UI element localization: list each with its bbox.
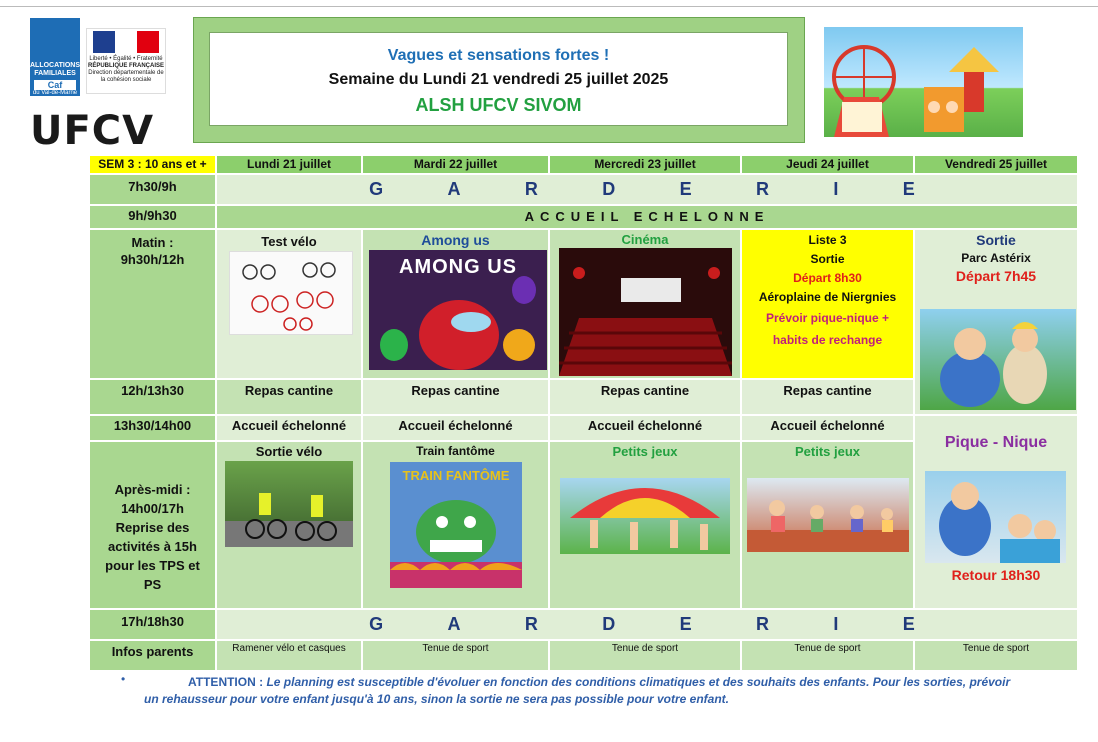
- train-fantome-logo: TRAIN FANTÔME: [402, 468, 510, 483]
- infos-mon: Ramener vélo et casques: [217, 641, 361, 670]
- morning-tue-title: Among us: [421, 232, 490, 248]
- footer-bullet: •: [121, 672, 126, 686]
- garderie-letter: E: [902, 614, 915, 634]
- time-garderie-morning: 7h30/9h: [90, 175, 215, 204]
- caf-logo-label: ALLOCATIONS FAMILIALES: [30, 62, 81, 77]
- time-garderie-evening: 17h/18h30: [90, 610, 215, 639]
- time-afternoon: Après-midi : 14h00/17h Reprise des activités à 15h pour les TPS et PS: [90, 442, 215, 608]
- morning-fri-depart: Départ 7h45: [955, 268, 1037, 284]
- title-centre: ALSH UFCV SIVOM: [415, 95, 582, 115]
- garderie-letter: G: [369, 179, 384, 199]
- garderie-letter: E: [902, 179, 915, 199]
- morning-thu: [742, 230, 913, 378]
- accueil-wed: Accueil échelonné: [550, 416, 740, 440]
- title-week: Semaine du Lundi 21 vendredi 25 juillet 2025: [328, 71, 669, 88]
- morning-thu-depart: Départ 8h30: [793, 271, 862, 285]
- caf-logo-name: Caf: [34, 80, 76, 90]
- french-flag-icon: [93, 31, 159, 53]
- time-morning: [90, 230, 215, 378]
- title-theme: Vagues et sensations fortes !: [387, 47, 610, 64]
- time-morning-label: Matin :: [131, 235, 174, 250]
- petits-jeux-image-thu: [747, 478, 909, 552]
- cinema-image: [559, 248, 732, 376]
- footer-note: [144, 674, 1014, 708]
- garderie-letter: D: [602, 179, 616, 199]
- republique-logo: [86, 28, 166, 94]
- rf-motto: Liberté • Égalité • Fraternité: [89, 56, 163, 62]
- accueil-mon: Accueil échelonné: [217, 416, 361, 440]
- footer-text: Le planning est susceptible d'évoluer en fonction des conditions climatiques et des souhaits des enfants. Pour les sorties, prévoir un rehausseur pour votre enfant jusqu'à 10 ans, sinon la sortie ne sera pas possible pour votre enfant.: [144, 675, 1011, 706]
- lunch-tue: Repas cantine: [363, 380, 548, 414]
- bike-test-image: [229, 251, 353, 335]
- garderie-morning: [217, 175, 1077, 204]
- afternoon-fri-title: Pique - Nique: [944, 434, 1048, 451]
- morning-thu-destination: Aéroplaine de Niergnies: [758, 290, 897, 304]
- garderie-letter: R: [756, 179, 769, 199]
- infos-parents-label: Infos parents: [90, 641, 215, 670]
- garderie-letter: R: [524, 614, 538, 634]
- morning-fri-destination: Parc Astérix: [961, 251, 1031, 265]
- garderie-letter: D: [602, 614, 616, 634]
- rf-dept: Direction départementale de la cohésion sociale: [88, 70, 164, 83]
- time-lunch: 12h/13h30: [90, 380, 215, 414]
- title-box: [209, 32, 788, 126]
- morning-thu-sortie: Sortie: [810, 252, 845, 266]
- pique-nique-image: [925, 471, 1066, 563]
- time-accueil-afternoon: 13h30/14h00: [90, 416, 215, 440]
- day-header-wed: Mercredi 23 juillet: [550, 156, 740, 173]
- infos-wed: Tenue de sport: [550, 641, 740, 670]
- garderie-letter: A: [447, 614, 461, 634]
- morning-mon-title: Test vélo: [261, 234, 317, 249]
- asterix-image: [920, 309, 1076, 410]
- morning-thu-note: Prévoir pique-nique + habits de rechange: [765, 311, 890, 347]
- morning-thu-list: Liste 3: [808, 233, 847, 247]
- garderie-letter: R: [524, 179, 538, 199]
- infos-fri: Tenue de sport: [915, 641, 1077, 670]
- caf-logo-sub: du Val-de-Marne: [32, 90, 78, 96]
- fair-illustration: [824, 27, 1023, 137]
- day-header-thu: Jeudi 24 juillet: [742, 156, 913, 173]
- time-morning-range: 9h30h/12h: [120, 252, 185, 267]
- afternoon-thu-title: Petits jeux: [794, 444, 861, 459]
- garderie-letter: R: [756, 614, 769, 634]
- day-header-tue: Mardi 22 juillet: [363, 156, 548, 173]
- infos-thu: Tenue de sport: [742, 641, 913, 670]
- garderie-letter: I: [833, 179, 839, 199]
- afternoon-fri-retour: Retour 18h30: [951, 567, 1041, 583]
- morning-wed-title: Cinéma: [621, 232, 669, 247]
- lunch-thu: Repas cantine: [742, 380, 913, 414]
- garderie-letter: I: [833, 614, 839, 634]
- ufcv-logo: UFCV: [30, 108, 155, 154]
- afternoon-mon-title: Sortie vélo: [255, 444, 323, 459]
- garderie-letter: G: [369, 614, 384, 634]
- top-divider: [0, 6, 1098, 7]
- bike-ride-image: [225, 461, 353, 547]
- day-header-fri: Vendredi 25 juillet: [915, 156, 1077, 173]
- accueil-thu: Accueil échelonné: [742, 416, 913, 440]
- afternoon-tue-title: Train fantôme: [416, 444, 495, 458]
- garderie-letter: E: [679, 614, 692, 634]
- caf-logo: [30, 18, 80, 96]
- day-header-mon: Lundi 21 juillet: [217, 156, 361, 173]
- garderie-evening: [217, 610, 1077, 639]
- footer-attention: ATTENTION :: [188, 675, 264, 689]
- infos-tue: Tenue de sport: [363, 641, 548, 670]
- time-accueil: 9h/9h30: [90, 206, 215, 228]
- week-label: SEM 3 : 10 ans et +: [90, 156, 215, 173]
- afternoon-wed-title: Petits jeux: [612, 444, 678, 459]
- train-fantome-image: [390, 462, 522, 588]
- lunch-wed: Repas cantine: [550, 380, 740, 414]
- garderie-letter: E: [679, 179, 692, 199]
- among-us-image: [369, 250, 547, 370]
- morning-fri-sortie: Sortie: [976, 232, 1016, 248]
- lunch-mon: Repas cantine: [217, 380, 361, 414]
- garderie-letter: A: [447, 179, 461, 199]
- accueil-echelonne-banner: ACCUEIL ECHELONNE: [217, 206, 1077, 228]
- petits-jeux-image-wed: [560, 478, 730, 554]
- among-us-logo: AMONG US: [399, 256, 517, 278]
- accueil-tue: Accueil échelonné: [363, 416, 548, 440]
- rf-name: RÉPUBLIQUE FRANÇAISE: [87, 63, 164, 69]
